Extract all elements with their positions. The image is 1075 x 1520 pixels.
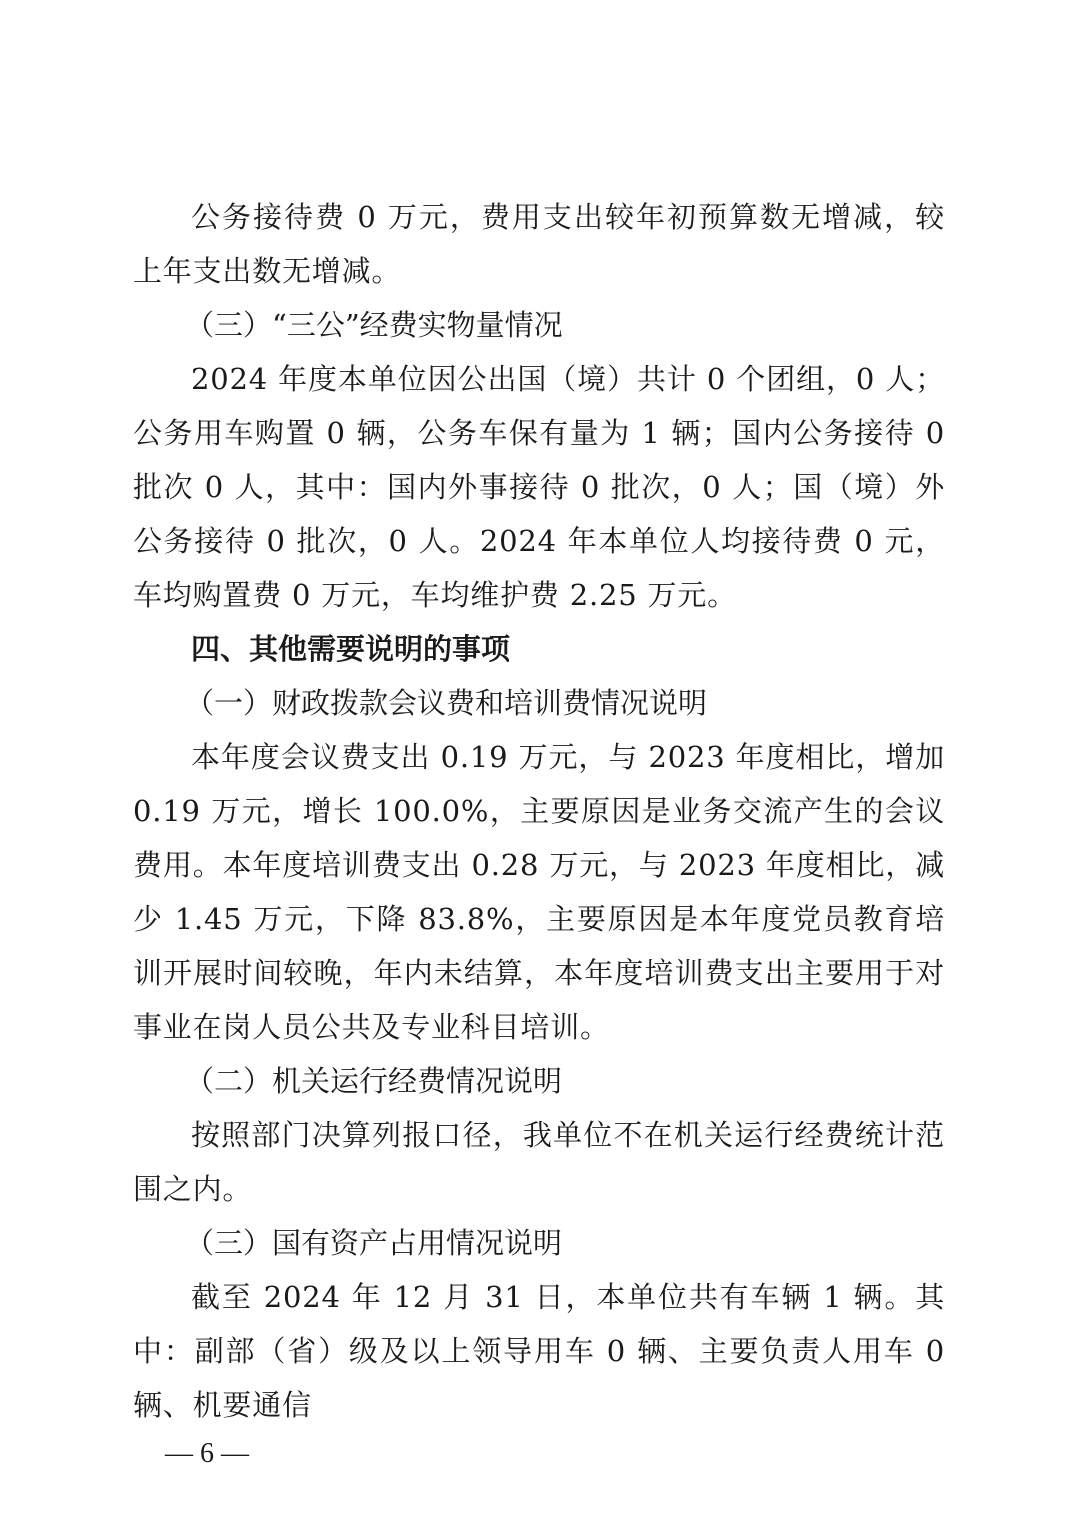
document-body [133,190,945,1432]
page-number: — 6 — [165,1438,249,1469]
paragraph-operating-costs: 按照部门决算列报口径，我单位不在机关运行经费统计范围之内。 [133,1118,945,1206]
paragraph-state-assets: 截至 2024 年 12 月 31 日，本单位共有车辆 1 辆。其中：副部（省）级及以上领导用车 0 辆、主要负责人用车 0 辆、机要通信 [133,1280,945,1422]
section-heading-other-matters: 四、其他需要说明的事项 [191,632,511,666]
paragraph-meeting-training: 本年度会议费支出 0.19 万元，与 2023 年度相比，增加 0.19 万元，增长 100.0%，主要原因是业务交流产生的会议费用。本年度培训费支出 0.28 万元，与 2023 年度相比，减少 1.45 万元，下降 83.8%，主要原因是本年度党员教育培训开展时间较晚，年内未结算，本年度培训费支出主要用于对事业在岗人员公共及专业科目培训。 [133,740,945,1044]
paragraph-sanggong-physical: 2024 年度本单位因公出国（境）共计 0 个团组，0 人；公务用车购置 0 辆，公务车保有量为 1 辆；国内公务接待 0 批次 0 人，其中：国内外事接待 0 批次，0 人；国（境）外公务接待 0 批次，0 人。2024 年本单位人均接待费 0 元，车均购置费 0 万元，车均维护费 2.25 万元。 [133,362,945,612]
subheading-state-assets: （三）国有资产占用情况说明 [185,1226,563,1260]
subheading-operating-costs: （二）机关运行经费情况说明 [185,1064,563,1098]
paragraph-reception-fee: 公务接待费 0 万元，费用支出较年初预算数无增减，较上年支出数无增减。 [133,200,945,288]
subheading-meeting-training: （一）财政拨款会议费和培训费情况说明 [185,686,708,720]
subheading-sanggong-physical: （三）“三公”经费实物量情况 [185,308,563,342]
